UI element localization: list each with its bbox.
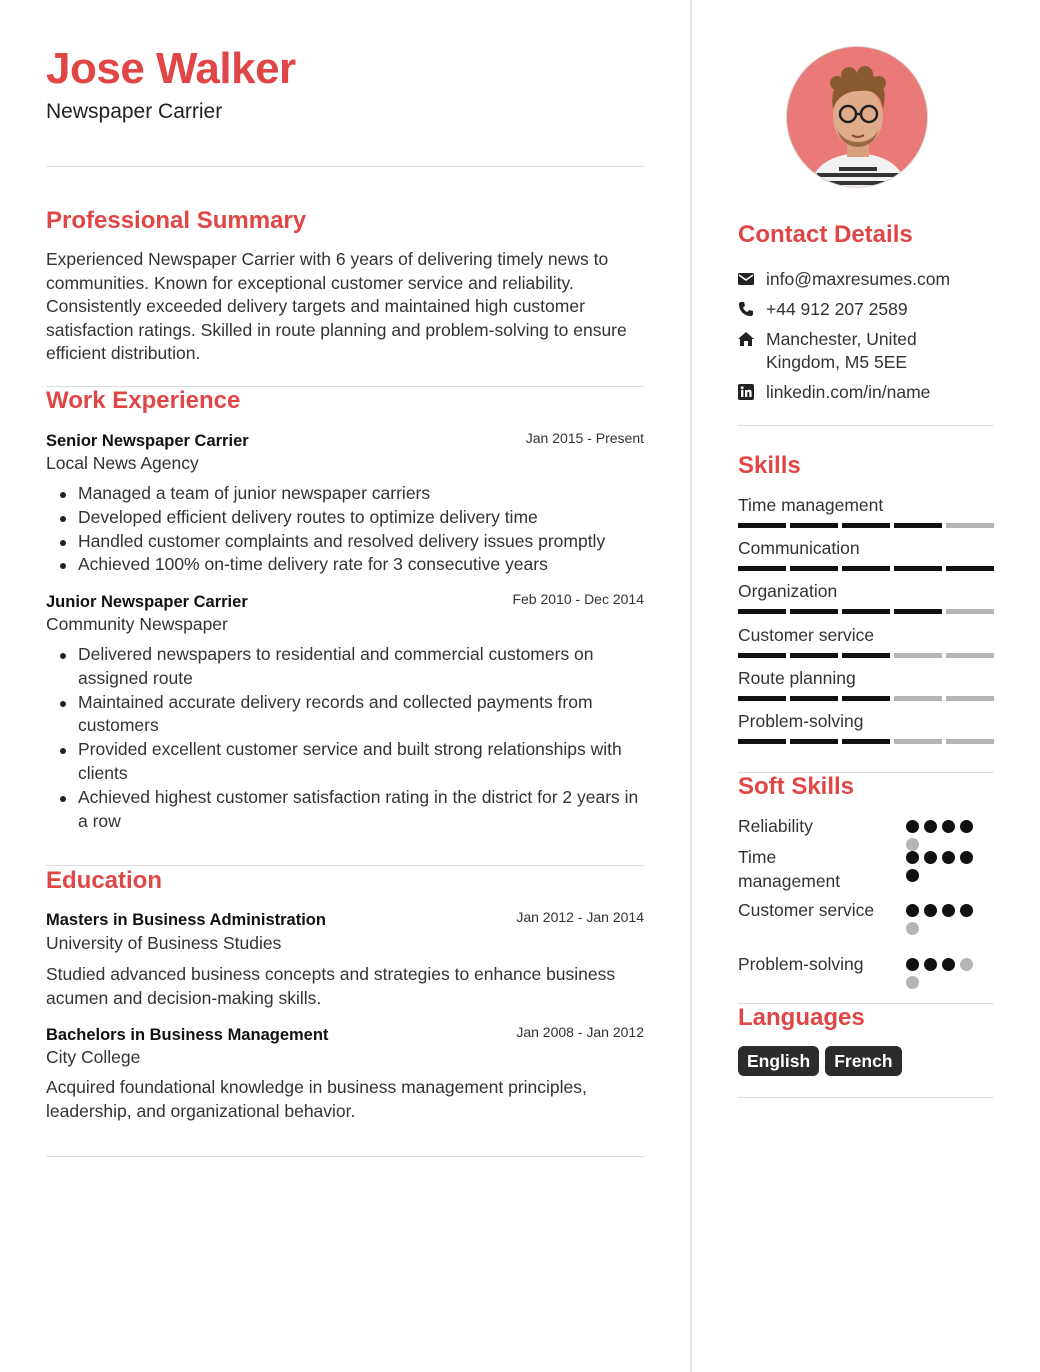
soft-skill-label: Customer service	[738, 900, 875, 920]
skill-level-segment	[738, 523, 786, 528]
job-org: Local News Agency	[46, 453, 199, 473]
rating-dot	[960, 904, 973, 917]
rating-dot	[960, 820, 973, 833]
languages-heading: Languages	[738, 1004, 865, 1031]
skill-level-segment	[842, 653, 890, 658]
skill-label: Organization	[738, 581, 838, 601]
summary-heading: Professional Summary	[46, 207, 307, 234]
rating-dot	[942, 820, 955, 833]
skill-label: Customer service	[738, 625, 875, 645]
rating-dot	[906, 922, 919, 935]
skill-level-segment	[894, 696, 942, 701]
phone-icon	[738, 301, 754, 317]
candidate-name: Jose Walker	[46, 44, 296, 93]
divider	[46, 1156, 644, 1157]
job-bullets	[78, 643, 644, 833]
skill-label: Communication	[738, 538, 860, 558]
skill-level-bar	[738, 566, 994, 571]
language-badge: French	[825, 1046, 901, 1076]
school-name: City College	[46, 1047, 141, 1067]
linkedin-icon	[738, 384, 754, 400]
profile-photo	[786, 46, 928, 188]
soft-skills-heading: Soft Skills	[738, 773, 855, 800]
rating-dot	[960, 851, 973, 864]
skill-level-segment	[790, 696, 838, 701]
linkedin-text[interactable]: linkedin.com/in/name	[766, 382, 931, 402]
rating-dot	[906, 851, 919, 864]
skill-level-segment	[738, 739, 786, 744]
skill-level-segment	[894, 609, 942, 614]
degree-title: Masters in Business Administration	[46, 911, 326, 929]
skill-level-bar	[738, 523, 994, 528]
skill-level-segment	[790, 739, 838, 744]
email-text: info@maxresumes.com	[766, 269, 951, 289]
skill-level-segment	[946, 653, 994, 658]
rating-dot	[906, 976, 919, 989]
soft-skill-label: Problem-solving	[738, 954, 864, 974]
divider	[738, 1097, 994, 1098]
column-divider	[690, 0, 692, 1372]
soft-skill-label: Time management	[738, 847, 841, 891]
degree-title: Bachelors in Business Management	[46, 1026, 329, 1044]
skill-level-segment	[946, 739, 994, 744]
divider	[46, 166, 644, 167]
languages-list	[738, 1046, 902, 1076]
soft-skill-rating	[906, 851, 980, 882]
home-icon	[738, 331, 754, 347]
skill-level-segment	[946, 696, 994, 701]
education-dates: Jan 2012 - Jan 2014	[516, 909, 644, 925]
rating-dot	[906, 869, 919, 882]
skill-level-segment	[894, 523, 942, 528]
skill-level-segment	[894, 653, 942, 658]
skill-level-segment	[738, 609, 786, 614]
skill-label: Time management	[738, 495, 884, 515]
job-title: Senior Newspaper Carrier	[46, 432, 249, 450]
skill-level-bar	[738, 696, 994, 701]
job-title: Junior Newspaper Carrier	[46, 593, 248, 611]
education-dates: Jan 2008 - Jan 2012	[516, 1024, 644, 1040]
skill-level-segment	[894, 739, 942, 744]
rating-dot	[906, 958, 919, 971]
rating-dot	[942, 904, 955, 917]
skill-level-segment	[842, 523, 890, 528]
skill-level-bar	[738, 653, 994, 658]
portrait-illustration	[787, 47, 928, 188]
job-dates: Feb 2010 - Dec 2014	[512, 591, 644, 607]
soft-skill-label: Reliability	[738, 816, 813, 836]
list-item: Maintained accurate delivery records and collected payments from customers	[78, 691, 644, 739]
experience-heading: Work Experience	[46, 387, 241, 414]
rating-dot	[924, 851, 937, 864]
rating-dot	[924, 904, 937, 917]
skill-label: Problem-solving	[738, 711, 864, 731]
education-desc: Acquired foundational knowledge in business management principles, leadership, and organizational behavior.	[46, 1077, 587, 1121]
skill-label: Route planning	[738, 668, 856, 688]
list-item: Achieved 100% on-time delivery rate for 3 consecutive years	[78, 553, 644, 577]
rating-dot	[942, 851, 955, 864]
skill-level-segment	[946, 609, 994, 614]
skill-level-segment	[946, 523, 994, 528]
soft-skill-rating	[906, 820, 980, 851]
education-desc: Studied advanced business concepts and strategies to enhance business acumen and decision-making skills.	[46, 964, 616, 1008]
rating-dot	[942, 958, 955, 971]
list-item: Achieved highest customer satisfaction rating in the district for 2 years in a row	[78, 786, 644, 834]
rating-dot	[906, 820, 919, 833]
skill-level-segment	[738, 696, 786, 701]
job-org: Community Newspaper	[46, 614, 228, 634]
candidate-title: Newspaper Carrier	[46, 100, 223, 123]
skill-level-segment	[842, 566, 890, 571]
skill-level-segment	[790, 653, 838, 658]
envelope-icon	[738, 271, 754, 287]
skill-level-segment	[738, 566, 786, 571]
skills-heading: Skills	[738, 452, 801, 479]
rating-dot	[960, 958, 973, 971]
list-item: Developed efficient delivery routes to optimize delivery time	[78, 506, 644, 530]
skill-level-bar	[738, 739, 994, 744]
language-badge: English	[738, 1046, 819, 1076]
skill-level-segment	[946, 566, 994, 571]
skill-level-segment	[842, 696, 890, 701]
list-item: Handled customer complaints and resolved delivery issues promptly	[78, 530, 644, 554]
school-name: University of Business Studies	[46, 933, 282, 953]
soft-skill-rating	[906, 958, 980, 989]
job-dates: Jan 2015 - Present	[525, 430, 644, 446]
skill-level-segment	[738, 653, 786, 658]
skill-level-segment	[790, 566, 838, 571]
skill-level-bar	[738, 609, 994, 614]
skill-level-segment	[842, 739, 890, 744]
list-item: Managed a team of junior newspaper carriers	[78, 482, 644, 506]
skill-level-segment	[790, 609, 838, 614]
skill-level-segment	[790, 523, 838, 528]
rating-dot	[924, 958, 937, 971]
education-heading: Education	[46, 867, 163, 894]
soft-skill-rating	[906, 904, 980, 935]
list-item: Provided excellent customer service and built strong relationships with clients	[78, 738, 644, 786]
skill-level-segment	[894, 566, 942, 571]
list-item: Delivered newspapers to residential and commercial customers on assigned route	[78, 643, 644, 691]
phone-text: +44 912 207 2589	[766, 299, 908, 319]
divider	[738, 425, 994, 426]
rating-dot	[924, 820, 937, 833]
job-bullets	[78, 482, 644, 577]
skill-level-segment	[842, 609, 890, 614]
address-text: Manchester, United Kingdom, M5 5EE	[766, 329, 917, 372]
summary-text: Experienced Newspaper Carrier with 6 years of delivering timely news to communities. Known for exceptional customer service and reliability. Consistently exceeded delivery targets and maintained high customer satisfaction ratings. Skilled in route planning and problem-solving to ensure efficient distribution.	[46, 249, 627, 364]
contact-heading: Contact Details	[738, 221, 913, 248]
rating-dot	[906, 904, 919, 917]
rating-dot	[906, 838, 919, 851]
